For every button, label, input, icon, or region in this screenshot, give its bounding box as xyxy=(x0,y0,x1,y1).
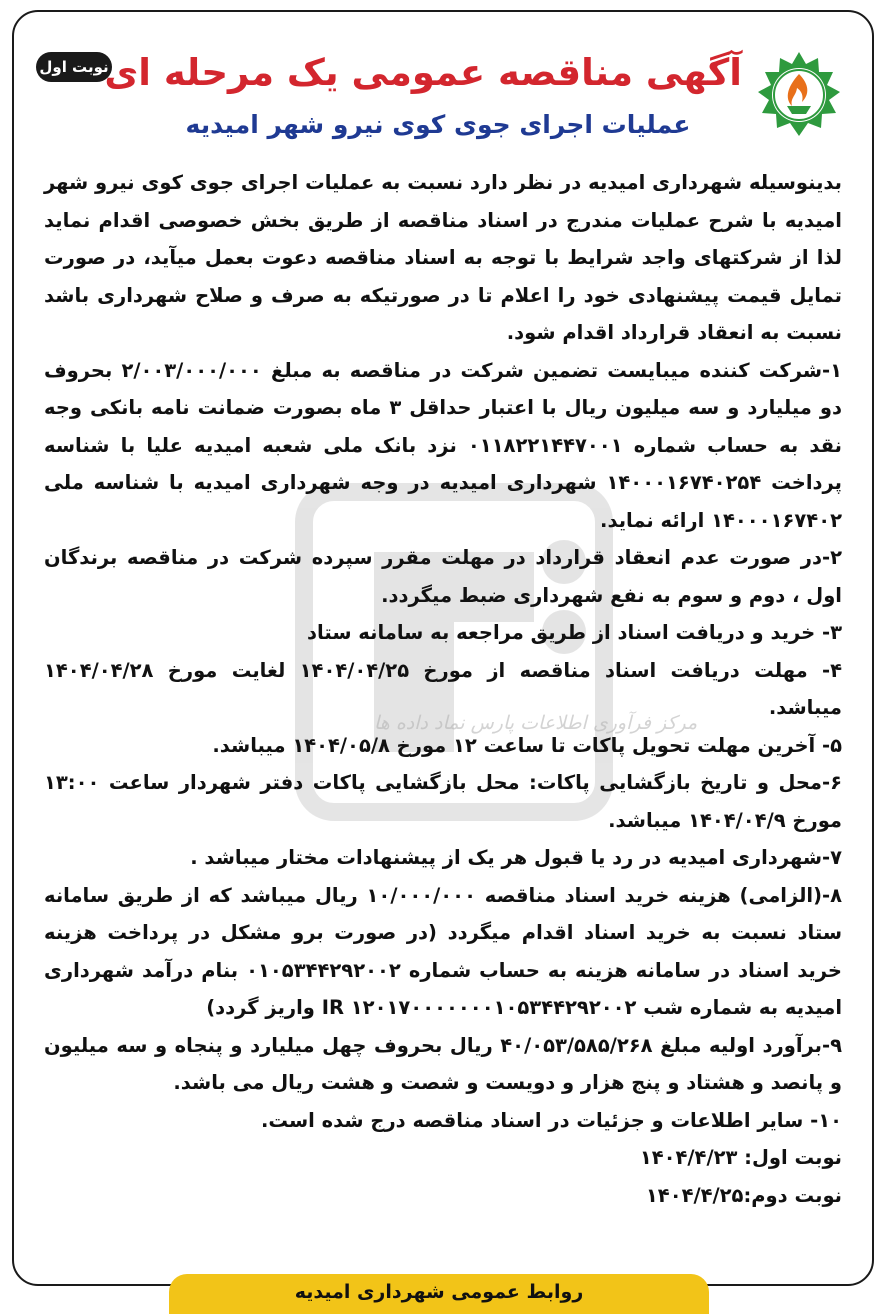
item-8: ۸-(الزامی) هزینه خرید اسناد مناقصه ۱۰/۰۰۰/۰۰۰ ریال میباشد که از طریق سامانه ستاد نسبت به خرید اسناد اقدام میگردد (در صورت برو مشکل در پرداخت هزینه خرید اسناد در سامانه هزینه به حساب شماره ۰۱۰۵۳۴۴۲۹۲۰۰۲ بنام درآمد شهرداری امیدیه به شماره شب IR ۱۲۰۱۷۰۰۰۰۰۰۰۱۰۵۳۴۴۲۹۲۰۰۲ واریز گردد) xyxy=(44,883,843,1019)
item-5: ۵- آخرین مهلت تحویل پاکات تا ساعت ۱۲ مورخ ۱۴۰۴/۰۵/۸ میباشد. xyxy=(212,733,842,757)
publish-round-badge: نوبت اول xyxy=(36,52,112,82)
item-1: ۱-شرکت کننده میبایست تضمین شرکت در مناقصه به مبلغ ۲/۰۰۳/۰۰۰/۰۰۰ بحروف دو میلیارد و سه میلیون ریال با اعتبار حداقل ۳ ماه بصورت ضمانت نامه بانکی وجه نقد به حساب شماره ۰۱۱۸۲۲۱۴۴۷۰۰۱ نزد بانک ملی شعبه امیدیه علیا با شناسه پرداخت ۱۴۰۰۰۱۶۷۴۰۲۵۴ شهرداری امیدیه در وجه شهرداری امیدیه با شناسه ملی ۱۴۰۰۰۱۶۷۴۰۲ ارائه نماید. xyxy=(44,358,843,532)
item-10: ۱۰- سایر اطلاعات و جزئیات در اسناد مناقصه درج شده است. xyxy=(260,1108,842,1132)
municipality-emblem-icon xyxy=(754,50,844,140)
publish-date-second: نوبت دوم:۱۴۰۴/۴/۲۵ xyxy=(645,1183,842,1207)
item-7: ۷-شهرداری امیدیه در رد یا قبول هر یک از پیشنهادات مختار میباشد . xyxy=(190,846,842,869)
item-3: ۳- خرید و دریافت اسناد از طریق مراجعه به سامانه ستاد xyxy=(307,621,842,644)
footer-public-relations: روابط عمومی شهرداری امیدیه xyxy=(169,1274,709,1314)
item-9: ۹-برآورد اولیه مبلغ ۴۰/۰۵۳/۵۸۵/۲۶۸ ریال بحروف چهل میلیارد و پنجاه و سه میلیون و پانصد و هشتاد و پنج هزار و دویست و شصت و هشت ریال می باشد. xyxy=(44,1033,842,1094)
publish-date-first: نوبت اول: ۱۴۰۴/۴/۲۳ xyxy=(639,1146,842,1169)
item-2: ۲-در صورت عدم انعقاد قرارداد در مهلت مقرر سپرده شرکت در مناقصه برندگان اول ، دوم و سوم به نفع شهرداری ضبط میگردد. xyxy=(44,546,842,607)
notice-subtitle: عملیات اجرای جوی کوی نیرو شهر امیدیه xyxy=(185,110,691,139)
notice-title: آگهی مناقصه عمومی یک مرحله ای xyxy=(104,51,742,94)
item-6: ۶-محل و تاریخ بازگشایی پاکات: محل بازگشایی پاکات دفتر شهردار ساعت ۱۳:۰۰ مورخ ۱۴۰۴/۰۴/۹ میباشد. xyxy=(44,771,842,832)
notice-body xyxy=(44,164,842,1214)
watermark-text: مرکز فرآوری اطلاعات پارس نماد داده ها xyxy=(374,712,698,734)
item-4: ۴- مهلت دریافت اسناد مناقصه از مورخ ۱۴۰۴/۰۴/۲۵ لغایت مورخ ۱۴۰۴/۰۴/۲۸ میباشد. xyxy=(44,658,842,719)
notice-frame xyxy=(12,10,874,1303)
intro-paragraph: بدینوسیله شهرداری امیدیه در نظر دارد نسبت به عملیات اجرای جوی کوی نیرو شهر امیدیه با شرح عملیات مندرج در اسناد مناقصه از طریق بخش خصوصی اقدام نماید لذا از شرکتهای واجد شرایط با توجه به اسناد مناقصه دعوت بعمل میآید، در صورت تمایل قیمت پیشنهادی خود را اعلام تا در صورتیکه به صرف و صلاح شهرداری باشد نسبت به انعقاد قرارداد اقدام شود. xyxy=(44,171,842,344)
